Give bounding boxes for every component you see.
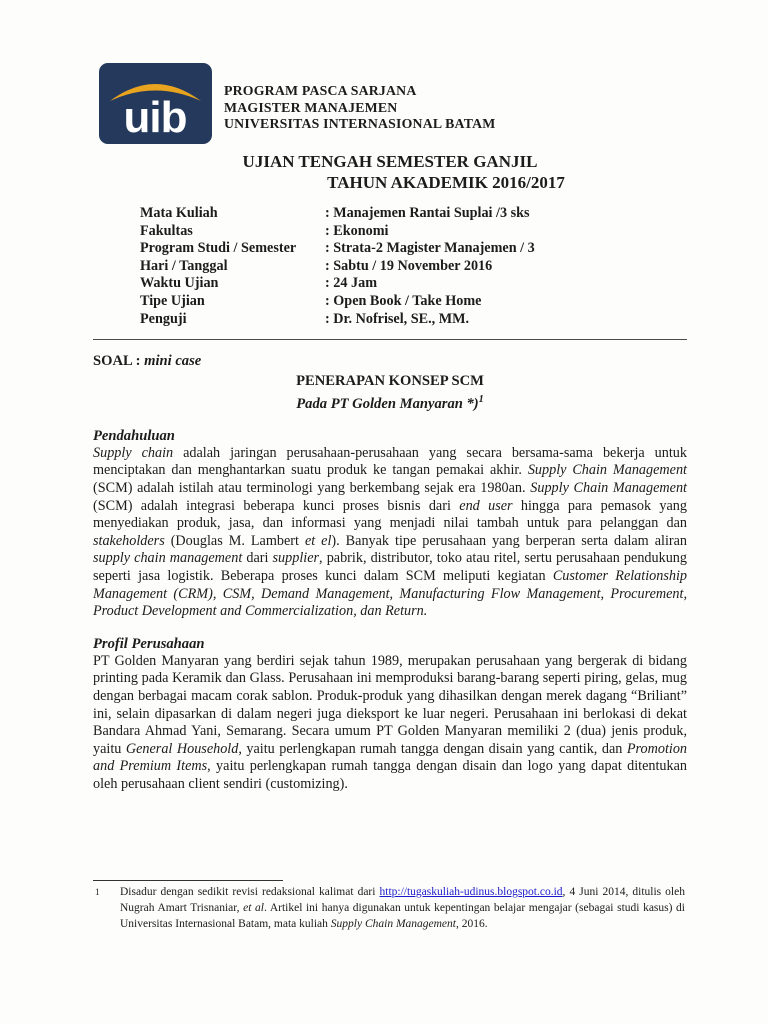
header-line-magister: MAGISTER MANAJEMEN <box>224 99 398 115</box>
detail-label: Mata Kuliah <box>140 205 218 221</box>
exam-detail-row <box>140 275 687 293</box>
exam-detail-row <box>140 311 687 329</box>
italic-text-run: Supply Chain Management <box>330 917 456 930</box>
detail-value: : Strata-2 Magister Manajemen / 3 <box>325 240 535 257</box>
italic-text-run: supplier <box>272 550 320 567</box>
document-content <box>93 63 687 794</box>
detail-label: Penguji <box>140 310 187 327</box>
document-header <box>93 63 687 144</box>
text-run: dari <box>242 550 273 567</box>
footnote-marker: 1 <box>95 887 100 897</box>
italic-text-run: et al <box>243 901 264 914</box>
section-heading-pendahuluan: Pendahuluan <box>93 427 175 444</box>
exam-details <box>140 205 687 328</box>
italic-text-run: Supply chain <box>93 444 174 461</box>
text-run: , 4 Juni 2014, ditulis oleh Nugrah Amart Trisnaniar, <box>120 886 685 914</box>
institution-lines <box>224 83 495 133</box>
text-run: (Douglas M. Lambert <box>164 532 305 549</box>
section-divider <box>93 339 687 340</box>
exam-title-line1: UJIAN TENGAH SEMESTER GANJIL <box>242 152 538 171</box>
detail-label: Waktu Ujian <box>140 275 219 292</box>
exam-title-line2: TAHUN AKADEMIK 2016/2017 <box>327 173 565 192</box>
exam-detail-row <box>140 240 687 258</box>
italic-text-run: General Household, <box>125 740 242 757</box>
detail-value: : Sabtu / 19 November 2016 <box>325 257 493 274</box>
exam-detail-row <box>140 258 687 276</box>
italic-text-run: Supply Chain Management <box>527 462 687 479</box>
detail-value: : Manajemen Rantai Suplai /3 sks <box>325 205 530 221</box>
text-run: , 2016. <box>455 917 488 930</box>
detail-value: : 24 Jam <box>325 275 378 292</box>
italic-text-run: supply chain management <box>93 550 243 567</box>
text-run: hingga para pemasok yang menyediakan produk, jasa, dan informasi yang menjadi nilai tambah untuk para pelanggan dan <box>93 497 687 532</box>
detail-value: : Ekonomi <box>325 222 389 239</box>
case-title <box>93 372 687 413</box>
italic-text-run: et el <box>304 532 332 549</box>
uib-logo <box>99 63 212 144</box>
uib-logo-graphic <box>99 63 212 144</box>
exam-detail-row <box>140 293 687 311</box>
header-line-program: PROGRAM PASCA SARJANA <box>224 83 417 98</box>
text-run: , pabrik, distributor, toko atau ritel, sertu perusahaan pendukung seperti jasa logistik. Beberapa proses kunci dalam SCM meliputi kegiatan <box>93 550 687 584</box>
soal-line <box>93 353 687 370</box>
text-run: , yaitu perlengkapan rumah tangga dengan disain dan logo yang dapat ditentukan oleh perusahaan client sendiri (customizing). <box>93 758 687 792</box>
text-run: yaitu perlengkapan rumah tangga dengan disain yang cantik, dan <box>241 740 627 757</box>
text-run: adalah jaringan perusahaan-perusahaan yang secara bersama-sama bekerja untuk menciptakan dan menghantarkan suatu produk ke tangan pemakai akhir. <box>93 444 687 479</box>
case-title-company: Pada PT Golden Manyaran *) <box>296 395 479 412</box>
case-title-line1: PENERAPAN KONSEP SCM <box>296 373 484 390</box>
paragraph-pendahuluan <box>93 445 687 621</box>
soal-label: SOAL : <box>93 353 141 370</box>
detail-label: Fakultas <box>140 222 193 239</box>
exam-detail-row <box>140 223 687 241</box>
text-run: (SCM) adalah istilah atau terminologi yang berkembang sejak era 1980an. <box>93 480 531 497</box>
exam-title <box>93 151 687 193</box>
footnote-reference: 1 <box>478 393 484 405</box>
detail-label: Tipe Ujian <box>140 292 205 309</box>
section-heading-profil: Profil Perusahaan <box>93 635 205 652</box>
italic-text-run: Promotion and Premium Items <box>93 740 688 775</box>
detail-value: : Dr. Nofrisel, SE., MM. <box>325 310 470 327</box>
exam-detail-row <box>140 205 687 223</box>
text-run: ). Banyak tipe perusahaan yang berperan serta dalam aliran <box>331 532 688 549</box>
soal-case-type: mini case <box>144 353 202 370</box>
footnote <box>93 880 685 932</box>
footnote-url-link[interactable]: http://tugaskuliah-udinus.blogspot.co.id <box>379 886 563 898</box>
logo-text: uib <box>123 93 187 142</box>
paragraph-profil <box>93 653 687 794</box>
italic-text-run: Supply Chain Management <box>530 480 687 497</box>
header-line-university: UNIVERSITAS INTERNASIONAL BATAM <box>224 116 496 132</box>
text-run: Disadur dengan sedikit revisi redaksional kalimat dari <box>120 886 380 898</box>
footnote-text <box>93 885 685 932</box>
text-run: . Artikel ini hanya digunakan untuk kepentingan belajar mengajar (sebagai studi kasus) di Universitas Internasional Batam, mata kuliah <box>120 901 685 930</box>
detail-value: : Open Book / Take Home <box>325 292 482 309</box>
text-run: (SCM) adalah integrasi beberapa kunci proses bisnis dari <box>93 497 460 514</box>
italic-text-run: Customer Relationship Management (CRM), CSM, Demand Management, Manufacturing Flow Management, Procurement, Product Development and Commercialization, dan Return. <box>93 567 687 620</box>
italic-text-run: stakeholders <box>93 532 165 549</box>
italic-text-run: end user <box>459 497 513 514</box>
detail-label: Hari / Tanggal <box>140 257 228 274</box>
footnote-divider <box>93 880 283 881</box>
text-run: PT Golden Manyaran yang berdiri sejak tahun 1989, merupakan perusahaan yang bergerak di bidang printing pada Keramik dan Glass. Perusahaan ini memproduksi barang-barang seperti piring, gelas, mug dengan berbagai macam corak sablon. Produk-produk yang dihasilkan dengan merek dagang “Briliant” ini, selain dipasarkan di dalam negeri juga dieksport ke luar negeri. Perusahaan ini berlokasi di dekat Bandara Ahmad Yani, Semarang. Secara umum PT Golden Manyaran memiliki 2 (dua) jenis produk, yaitu <box>93 652 687 757</box>
detail-label: Program Studi / Semester <box>140 240 297 257</box>
case-title-line2 <box>93 391 687 413</box>
